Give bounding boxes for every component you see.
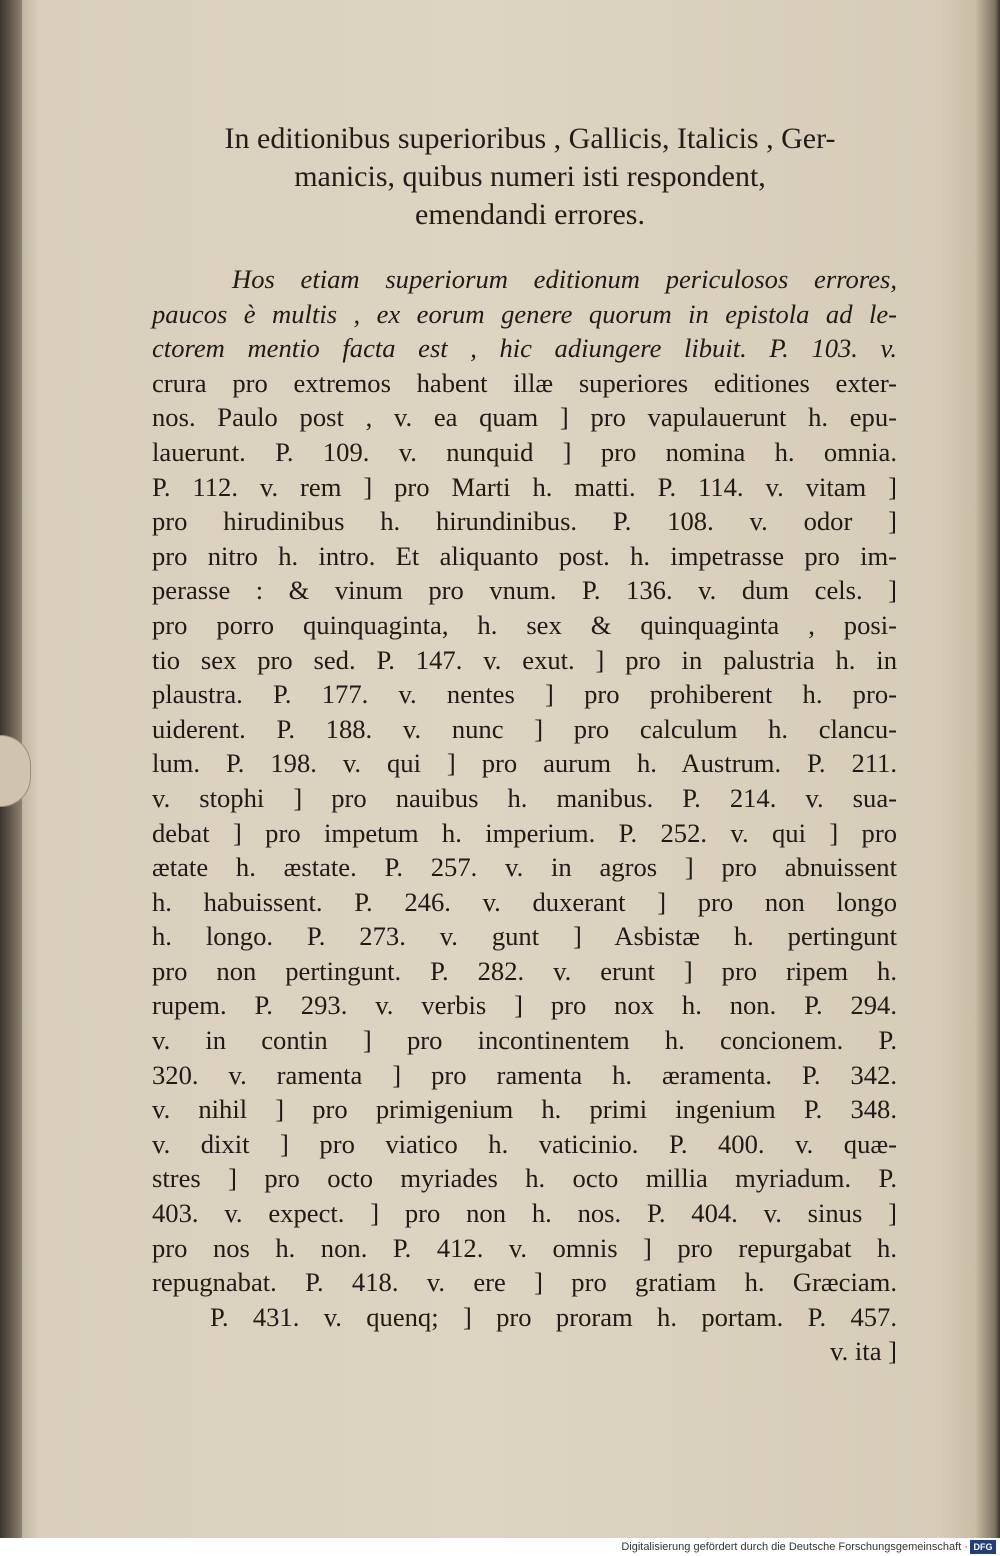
text-line: P. 431. v. quenq; ] pro proram h. portam. P. 457. <box>210 1301 897 1332</box>
dfg-logo-icon[interactable]: DFG <box>970 1540 996 1554</box>
text-line: ætate h. æstate. P. 257. v. in agros ] pro abnuissent <box>152 852 897 883</box>
text-line: pro nos h. non. P. 412. v. omnis ] pro repurgabat h. <box>152 1232 897 1263</box>
text-line: plaustra. P. 177. v. nentes ] pro prohiberent h. pro- <box>152 679 897 710</box>
text-line: rupem. P. 293. v. verbis ] pro nox h. non. P. 294. <box>152 990 897 1021</box>
text-line: h. habuissent. P. 246. v. duxerant ] pro non longo <box>152 886 897 917</box>
text-line: repugnabat. P. 418. v. ere ] pro gratiam h. Græciam. <box>152 1267 897 1298</box>
text-line: tio sex pro sed. P. 147. v. exut. ] pro in palustria h. in <box>152 644 897 675</box>
text-line: v. dixit ] pro viatico h. vaticinio. P. 400. v. quæ- <box>152 1128 897 1159</box>
text-line: debat ] pro impetum h. imperium. P. 252. v. qui ] pro <box>152 817 897 848</box>
text-line: stres ] pro octo myriades h. octo millia myriadum. P. <box>152 1163 897 1194</box>
text-line: perasse : & vinum pro vnum. P. 136. v. dum cels. ] <box>152 575 897 606</box>
text-line: ctorem mentio facta est , hic adiungere libuit. P. 103. v. <box>152 333 897 364</box>
text-line: nos. Paulo post , v. ea quam ] pro vapulauerunt h. epu- <box>152 402 897 433</box>
digitization-footer <box>0 1538 1000 1556</box>
text-line: uiderent. P. 188. v. nunc ] pro calculum h. clancu- <box>152 713 897 744</box>
text-line: Hos etiam superiorum editionum periculosos errores, <box>232 264 897 294</box>
text-line: v. stophi ] pro nauibus h. manibus. P. 214. v. sua- <box>152 782 897 813</box>
text-line: 403. v. expect. ] pro non h. nos. P. 404. v. sinus ] <box>152 1198 897 1229</box>
text-line: 320. v. ramenta ] pro ramenta h. æramenta. P. 342. <box>152 1059 897 1090</box>
text-line: v. in contin ] pro incontinentem h. concionem. P. <box>152 1025 897 1056</box>
page-heading <box>150 120 910 234</box>
text-line: crura pro extremos habent illæ superiores editiones exter- <box>152 367 897 398</box>
text-line: h. longo. P. 273. v. gunt ] Asbistæ h. pertingunt <box>152 921 897 952</box>
heading-line: In editionibus superioribus , Gallicis, Italicis , Ger- <box>224 122 836 155</box>
text-line: lum. P. 198. v. qui ] pro aurum h. Austrum. P. 211. <box>152 748 897 779</box>
text-line: paucos è multis , ex eorum genere quorum in epistola ad le- <box>152 298 897 329</box>
text-line: pro nitro h. intro. Et aliquanto post. h. impetrasse pro im- <box>152 540 897 571</box>
footer-credit: Digitalisierung gefördert durch die Deutsche Forschungsgemeinschaft · <box>621 1541 968 1553</box>
text-line: pro non pertingunt. P. 282. v. erunt ] pro ripem h. <box>152 955 897 986</box>
catchword: v. ita ] <box>830 1336 897 1367</box>
text-line: P. 112. v. rem ] pro Marti h. matti. P. 114. v. vitam ] <box>152 471 897 502</box>
heading-line: emendandi errores. <box>415 198 645 231</box>
errata-text <box>152 262 897 1369</box>
heading-line: manicis, quibus numeri isti respondent, <box>294 160 766 193</box>
page-tab-notch <box>0 735 31 807</box>
text-line: v. nihil ] pro primigenium h. primi ingenium P. 348. <box>152 1094 897 1125</box>
text-line: pro hirudinibus h. hirundinibus. P. 108. v. odor ] <box>152 506 897 537</box>
text-line: pro porro quinquaginta, h. sex & quinquaginta , posi- <box>152 609 897 640</box>
text-line: lauerunt. P. 109. v. nunquid ] pro nomina h. omnia. <box>152 436 897 467</box>
